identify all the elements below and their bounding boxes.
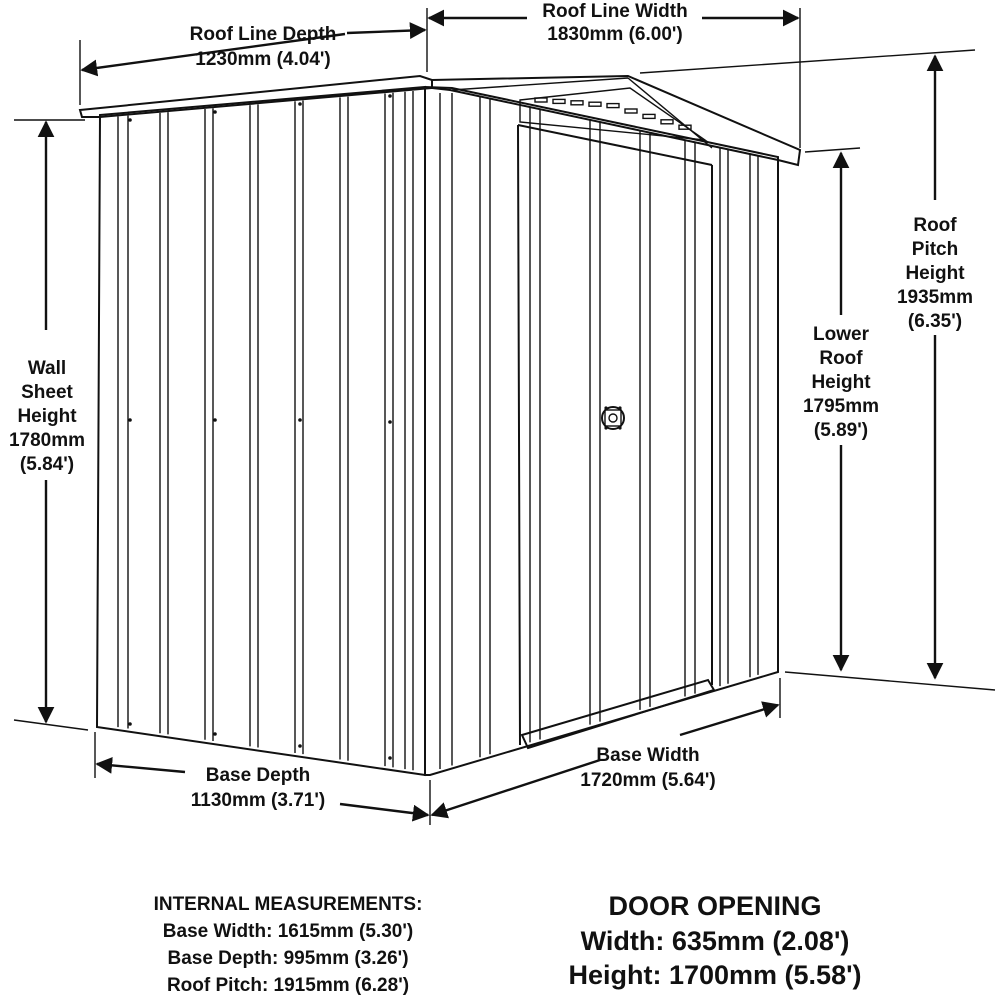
wall-screw	[388, 94, 392, 98]
base-width-arrow-left	[432, 760, 600, 815]
base-depth-value: 1130mm (3.71')	[190, 790, 326, 811]
wall-height-line-1: Wall	[27, 358, 67, 379]
vent-slat	[589, 102, 601, 106]
vent-slat	[625, 109, 637, 113]
roof-depth-arrow-right	[347, 30, 425, 33]
lower-roof-line-3: Height	[811, 372, 871, 393]
front-wall	[425, 87, 778, 775]
base-depth-arrow-left	[97, 764, 185, 772]
wall-height-mm: 1780mm	[8, 430, 86, 451]
wall-screw	[298, 744, 302, 748]
internal-roof-pitch: Roof Pitch: 1915mm (6.28')	[166, 975, 410, 996]
lower-roof-ft: (5.89')	[813, 420, 869, 441]
shed-illustration	[80, 76, 800, 775]
wall-screw	[298, 418, 302, 422]
lower-roof-line-2: Roof	[819, 348, 863, 369]
ext-line	[785, 672, 995, 690]
vent-slat	[553, 99, 565, 103]
base-width-arrow-right	[680, 705, 778, 735]
internal-title: INTERNAL MEASUREMENTS:	[153, 894, 423, 915]
wall-height-line-2: Sheet	[21, 382, 73, 403]
roof-pitch-height-label	[897, 215, 973, 332]
ext-line	[805, 148, 860, 152]
roof-pitch-line-3: Height	[905, 263, 965, 284]
roof-pitch-line-2: Pitch	[911, 239, 959, 260]
lower-roof-line-1: Lower	[813, 324, 869, 345]
wall-screw	[128, 722, 132, 726]
base-width-value: 1720mm (5.64')	[580, 770, 716, 791]
door-opening	[568, 891, 861, 990]
wall-screw	[213, 418, 217, 422]
front-wall-ribs	[440, 93, 758, 769]
base-width-label	[580, 745, 716, 791]
base-depth-arrow-right	[340, 804, 428, 815]
roof-pitch-mm: 1935mm	[896, 287, 974, 308]
roof-vent	[520, 88, 705, 140]
wall-height-ft: (5.84')	[19, 454, 75, 475]
vent-slat	[535, 98, 547, 102]
door-width: Width: 635mm (2.08')	[580, 926, 850, 956]
roof-line-depth-value: 1230mm (4.04')	[195, 49, 331, 70]
wall-screw	[213, 110, 217, 114]
vent-slat	[679, 125, 691, 129]
door-height: Height: 1700mm (5.58')	[568, 960, 862, 990]
roof-line-depth-label	[190, 24, 337, 70]
vent-slat	[661, 120, 673, 124]
base-depth-title: Base Depth	[205, 765, 311, 786]
wall-sheet-height-label	[9, 358, 85, 475]
roof-line-width-value: 1830mm (6.00')	[547, 24, 683, 45]
sliding-door	[518, 125, 712, 745]
base-width-title: Base Width	[596, 745, 700, 766]
wall-screw	[128, 118, 132, 122]
wall-height-line-3: Height	[17, 406, 77, 427]
door-handle	[602, 406, 624, 429]
wall-screw	[298, 102, 302, 106]
wall-screw	[388, 420, 392, 424]
roof-side	[80, 76, 432, 117]
roof-pitch-line-1: Roof	[913, 215, 957, 236]
internal-base-width: Base Width: 1615mm (5.30')	[162, 921, 414, 942]
roof-line-width-title: Roof Line Width	[542, 1, 688, 22]
roof-pitch-ft: (6.35')	[907, 311, 963, 332]
roof-line-depth-title: Roof Line Depth	[189, 24, 337, 45]
lower-roof-mm: 1795mm	[802, 396, 880, 417]
wall-screw	[388, 756, 392, 760]
internal-measurements	[154, 894, 423, 996]
side-wall-ribs	[118, 91, 413, 770]
wall-screw	[213, 732, 217, 736]
door-title: DOOR OPENING	[608, 891, 822, 921]
ext-line	[640, 50, 975, 73]
wall-screw	[128, 418, 132, 422]
side-wall	[97, 87, 425, 775]
internal-base-depth: Base Depth: 995mm (3.26')	[167, 948, 409, 969]
vent-slat	[571, 101, 583, 105]
roof-line-width-label	[542, 1, 687, 45]
ext-line	[14, 720, 88, 730]
lower-roof-height-label	[803, 324, 879, 441]
vent-slat	[643, 114, 655, 118]
base-depth-label	[191, 765, 325, 811]
vent-slat	[607, 104, 619, 108]
